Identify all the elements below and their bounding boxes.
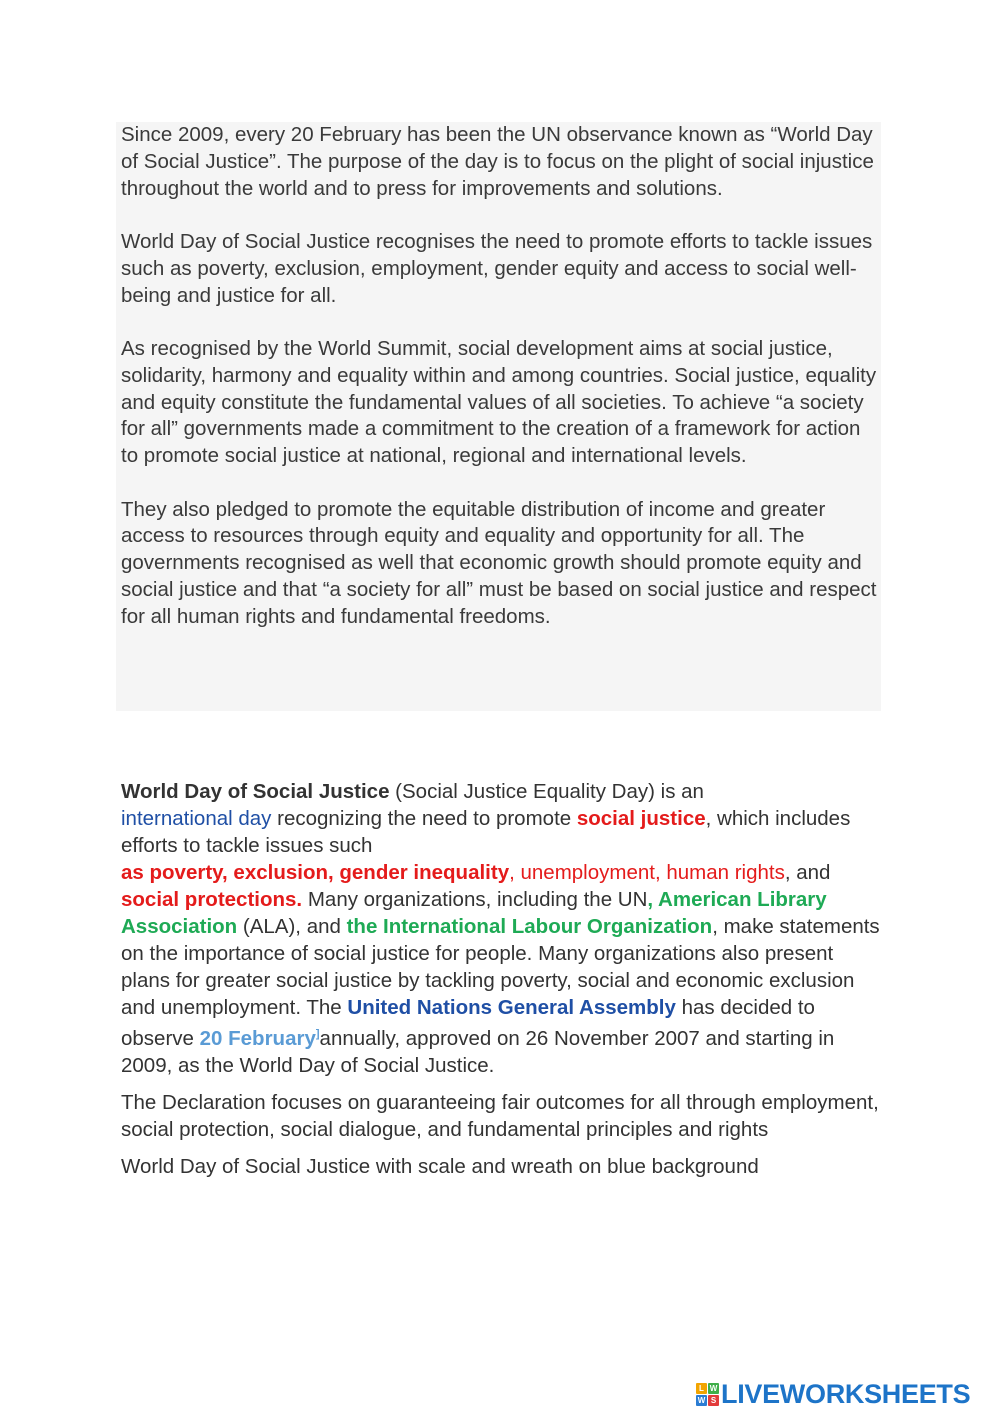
logo-text: LIVEWORKSHEETS bbox=[721, 1378, 971, 1409]
text-segment: (Social Justice Equality Day) is an bbox=[389, 780, 704, 803]
text-segment: , and bbox=[784, 861, 831, 884]
main-text bbox=[121, 778, 881, 1180]
social-justice-highlight: social justice bbox=[576, 807, 706, 830]
issues-highlight: as poverty, exclusion, gender inequality bbox=[121, 861, 510, 884]
ala-highlight: , American Library Association bbox=[121, 888, 827, 938]
intro-paragraph-3: As recognised by the World Summit, social development aims at social justice, solidarity, harmony and equality within and among countries. Social justice, equality and equity constitute the fundamental values of all societies. To achieve “a society for all” governments made a commitment to the creation of a framework for action to promote social justice at national, regional and international levels. bbox=[121, 336, 877, 468]
international-day-link[interactable]: international day bbox=[121, 807, 272, 830]
text-segment: Many organizations, including the UN bbox=[302, 888, 648, 911]
intro-paragraph-2: World Day of Social Justice recognises the need to promote efforts to tackle issues such as poverty, exclusion, employment, gender equity and access to social well-being and justice for all. bbox=[121, 229, 873, 307]
text-segment: , make statements on the importance of social justice for people. Many organizations also present plans for greater social justice by tackling poverty, social and economic exclusion and unemployment. The bbox=[121, 915, 880, 1019]
logo-letter: S bbox=[708, 1395, 719, 1406]
main-paragraph-1 bbox=[121, 778, 881, 1079]
text-segment: , which includes efforts to tackle issues such bbox=[121, 807, 851, 857]
intro-paragraph-4: They also pledged to promote the equitable distribution of income and greater access to resources through equity and equality and opportunity for all. The governments recognised as well that economic growth should promote equity and social justice and that “a society for all” must be based on social justice and respect for all human rights and fundamental freedoms. bbox=[121, 497, 877, 628]
social-protections-highlight: social protections. bbox=[121, 888, 303, 911]
text-segment: annually, approved on 26 November 2007 and starting in 2009, as the World Day of Social Justice. bbox=[121, 1026, 835, 1077]
intro-box bbox=[116, 122, 881, 711]
logo-letter: W bbox=[697, 1395, 706, 1405]
un-general-assembly-link[interactable]: United Nations General Assembly bbox=[347, 996, 676, 1019]
logo-mark-icon bbox=[696, 1383, 719, 1406]
date-highlight[interactable]: 20 February bbox=[199, 1026, 316, 1050]
issues-continued: , unemployment, human rights bbox=[509, 861, 785, 884]
text-segment: (ALA), and bbox=[237, 915, 347, 938]
ilo-highlight: the International Labour Organization bbox=[346, 915, 713, 938]
main-paragraph-2: The Declaration focuses on guaranteeing fair outcomes for all through employment, social protection, social dialogue, and fundamental principles and rights bbox=[121, 1090, 879, 1141]
logo-letter: L bbox=[696, 1383, 707, 1394]
logo-letter: W bbox=[709, 1383, 718, 1393]
footnote-mark: ] bbox=[315, 1028, 320, 1040]
text-segment: has decided to observe bbox=[121, 996, 815, 1050]
text-segment: recognizing the need to promote bbox=[271, 807, 577, 830]
main-paragraph-3: World Day of Social Justice with scale and wreath on blue background bbox=[121, 1154, 759, 1178]
title-term: World Day of Social Justice bbox=[121, 780, 390, 803]
intro-paragraph-1: Since 2009, every 20 February has been the UN observance known as “World Day of Social Justice”. The purpose of the day is to focus on the plight of social injustice throughout the world and to press for improvements and solutions. bbox=[121, 123, 874, 200]
liveworksheets-logo bbox=[696, 1378, 970, 1410]
